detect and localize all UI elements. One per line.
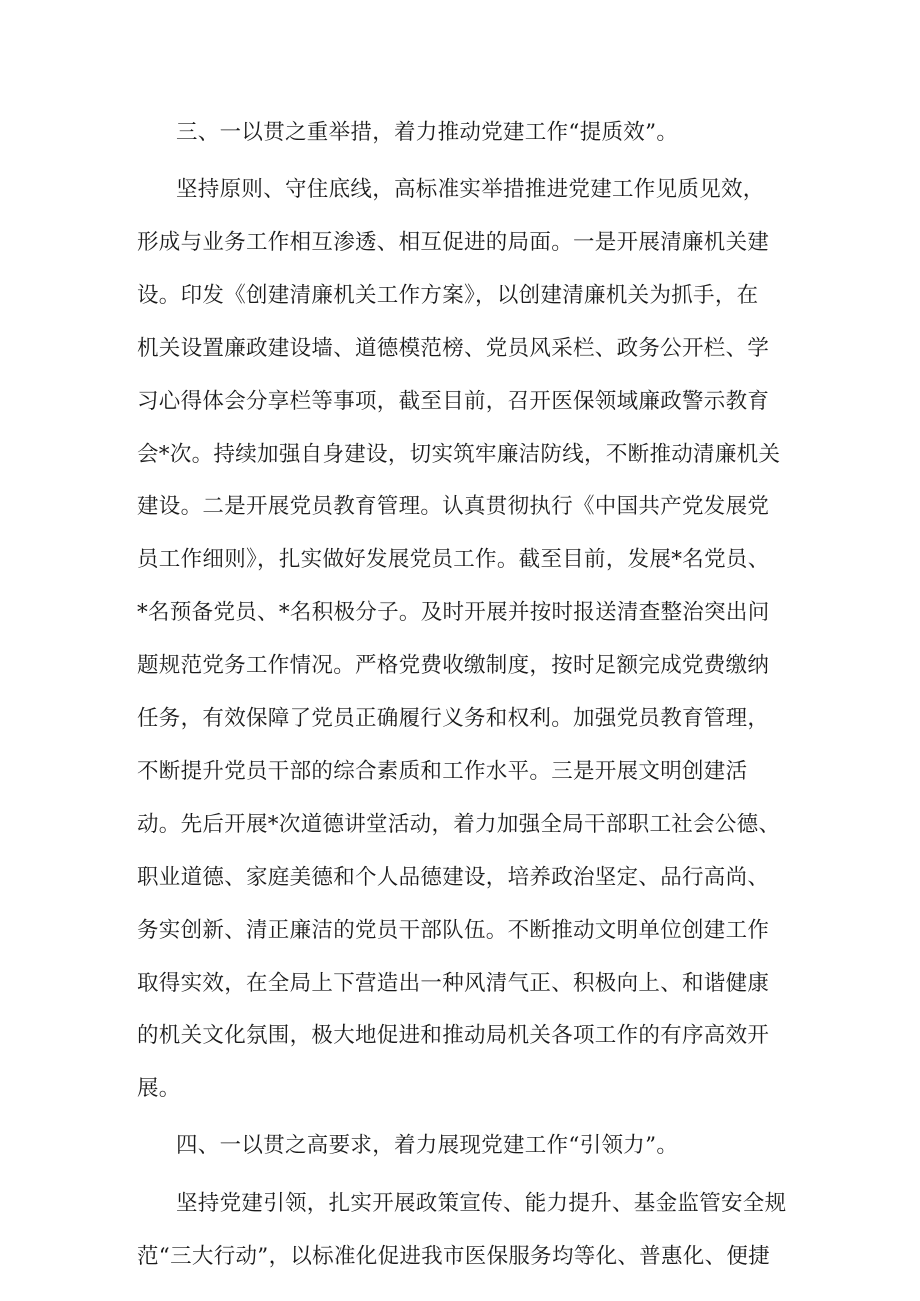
section-3-paragraph-line: 取得实效，在全局上下营造出一种风清气正、积极向上、和谐健康 — [137, 971, 770, 996]
section-3-paragraph-line: *名预备党员、*名积极分子。及时开展并按时报送清查整治突出问 — [137, 600, 770, 625]
section-4-heading: 四、一以贯之高要求，着力展现党建工作“引领力”。 — [176, 1133, 679, 1158]
section-3-paragraph-line: 员工作细则》，扎实做好发展党员工作。截至目前，发展*名党员、 — [137, 547, 770, 572]
section-3-paragraph-line: 坚持原则、守住底线，高标准实举措推进党建工作见质见效， — [176, 177, 765, 202]
section-3-paragraph-line: 务实创新、清正廉洁的党员干部队伍。不断推动文明单位创建工作 — [137, 918, 770, 943]
section-3-paragraph-line: 不断提升党员干部的综合素质和工作水平。三是开展文明创建活 — [137, 759, 748, 784]
section-3-paragraph-line: 形成与业务工作相互渗透、相互促进的局面。一是开展清廉机关建 — [137, 230, 770, 255]
section-3-heading: 三、一以贯之重举措，着力推动党建工作“提质效”。 — [176, 120, 679, 145]
section-3-paragraph-line: 习心得体会分享栏等事项，截至目前，召开医保领域廉政警示教育 — [137, 389, 770, 414]
section-3-paragraph-line: 展。 — [137, 1076, 181, 1101]
section-3-paragraph-line: 的机关文化氛围，极大地促进和推动局机关各项工作的有序高效开 — [137, 1023, 770, 1048]
section-3-paragraph-line: 建设。二是开展党员教育管理。认真贯彻执行《中国共产党发展党 — [137, 494, 770, 519]
section-3-paragraph-line: 动。先后开展*次道德讲堂活动，着力加强全局干部职工社会公德、 — [137, 812, 781, 837]
section-3-paragraph-line: 会*次。持续加强自身建设，切实筑牢廉洁防线，不断推动清廉机关 — [137, 442, 781, 467]
section-3-paragraph-line: 职业道德、家庭美德和个人品德建设，培养政治坚定、品行高尚、 — [137, 865, 770, 890]
section-3-paragraph-line: 机关设置廉政建设墙、道德模范榜、党员风采栏、政务公开栏、学 — [137, 336, 770, 361]
section-3-paragraph-line: 任务，有效保障了党员正确履行义务和权利。加强党员教育管理， — [137, 706, 770, 731]
section-3-paragraph-line: 题规范党务工作情况。严格党费收缴制度，按时足额完成党费缴纳 — [137, 653, 770, 678]
section-4-paragraph-line: 坚持党建引领，扎实开展政策宣传、能力提升、基金监管安全规 — [176, 1191, 787, 1216]
section-3-paragraph-line: 设。印发《创建清廉机关工作方案》，以创建清廉机关为抓手，在 — [137, 283, 759, 308]
section-4-paragraph-line: 范“三大行动”，以标准化促进我市医保服务均等化、普惠化、便捷 — [137, 1244, 770, 1269]
